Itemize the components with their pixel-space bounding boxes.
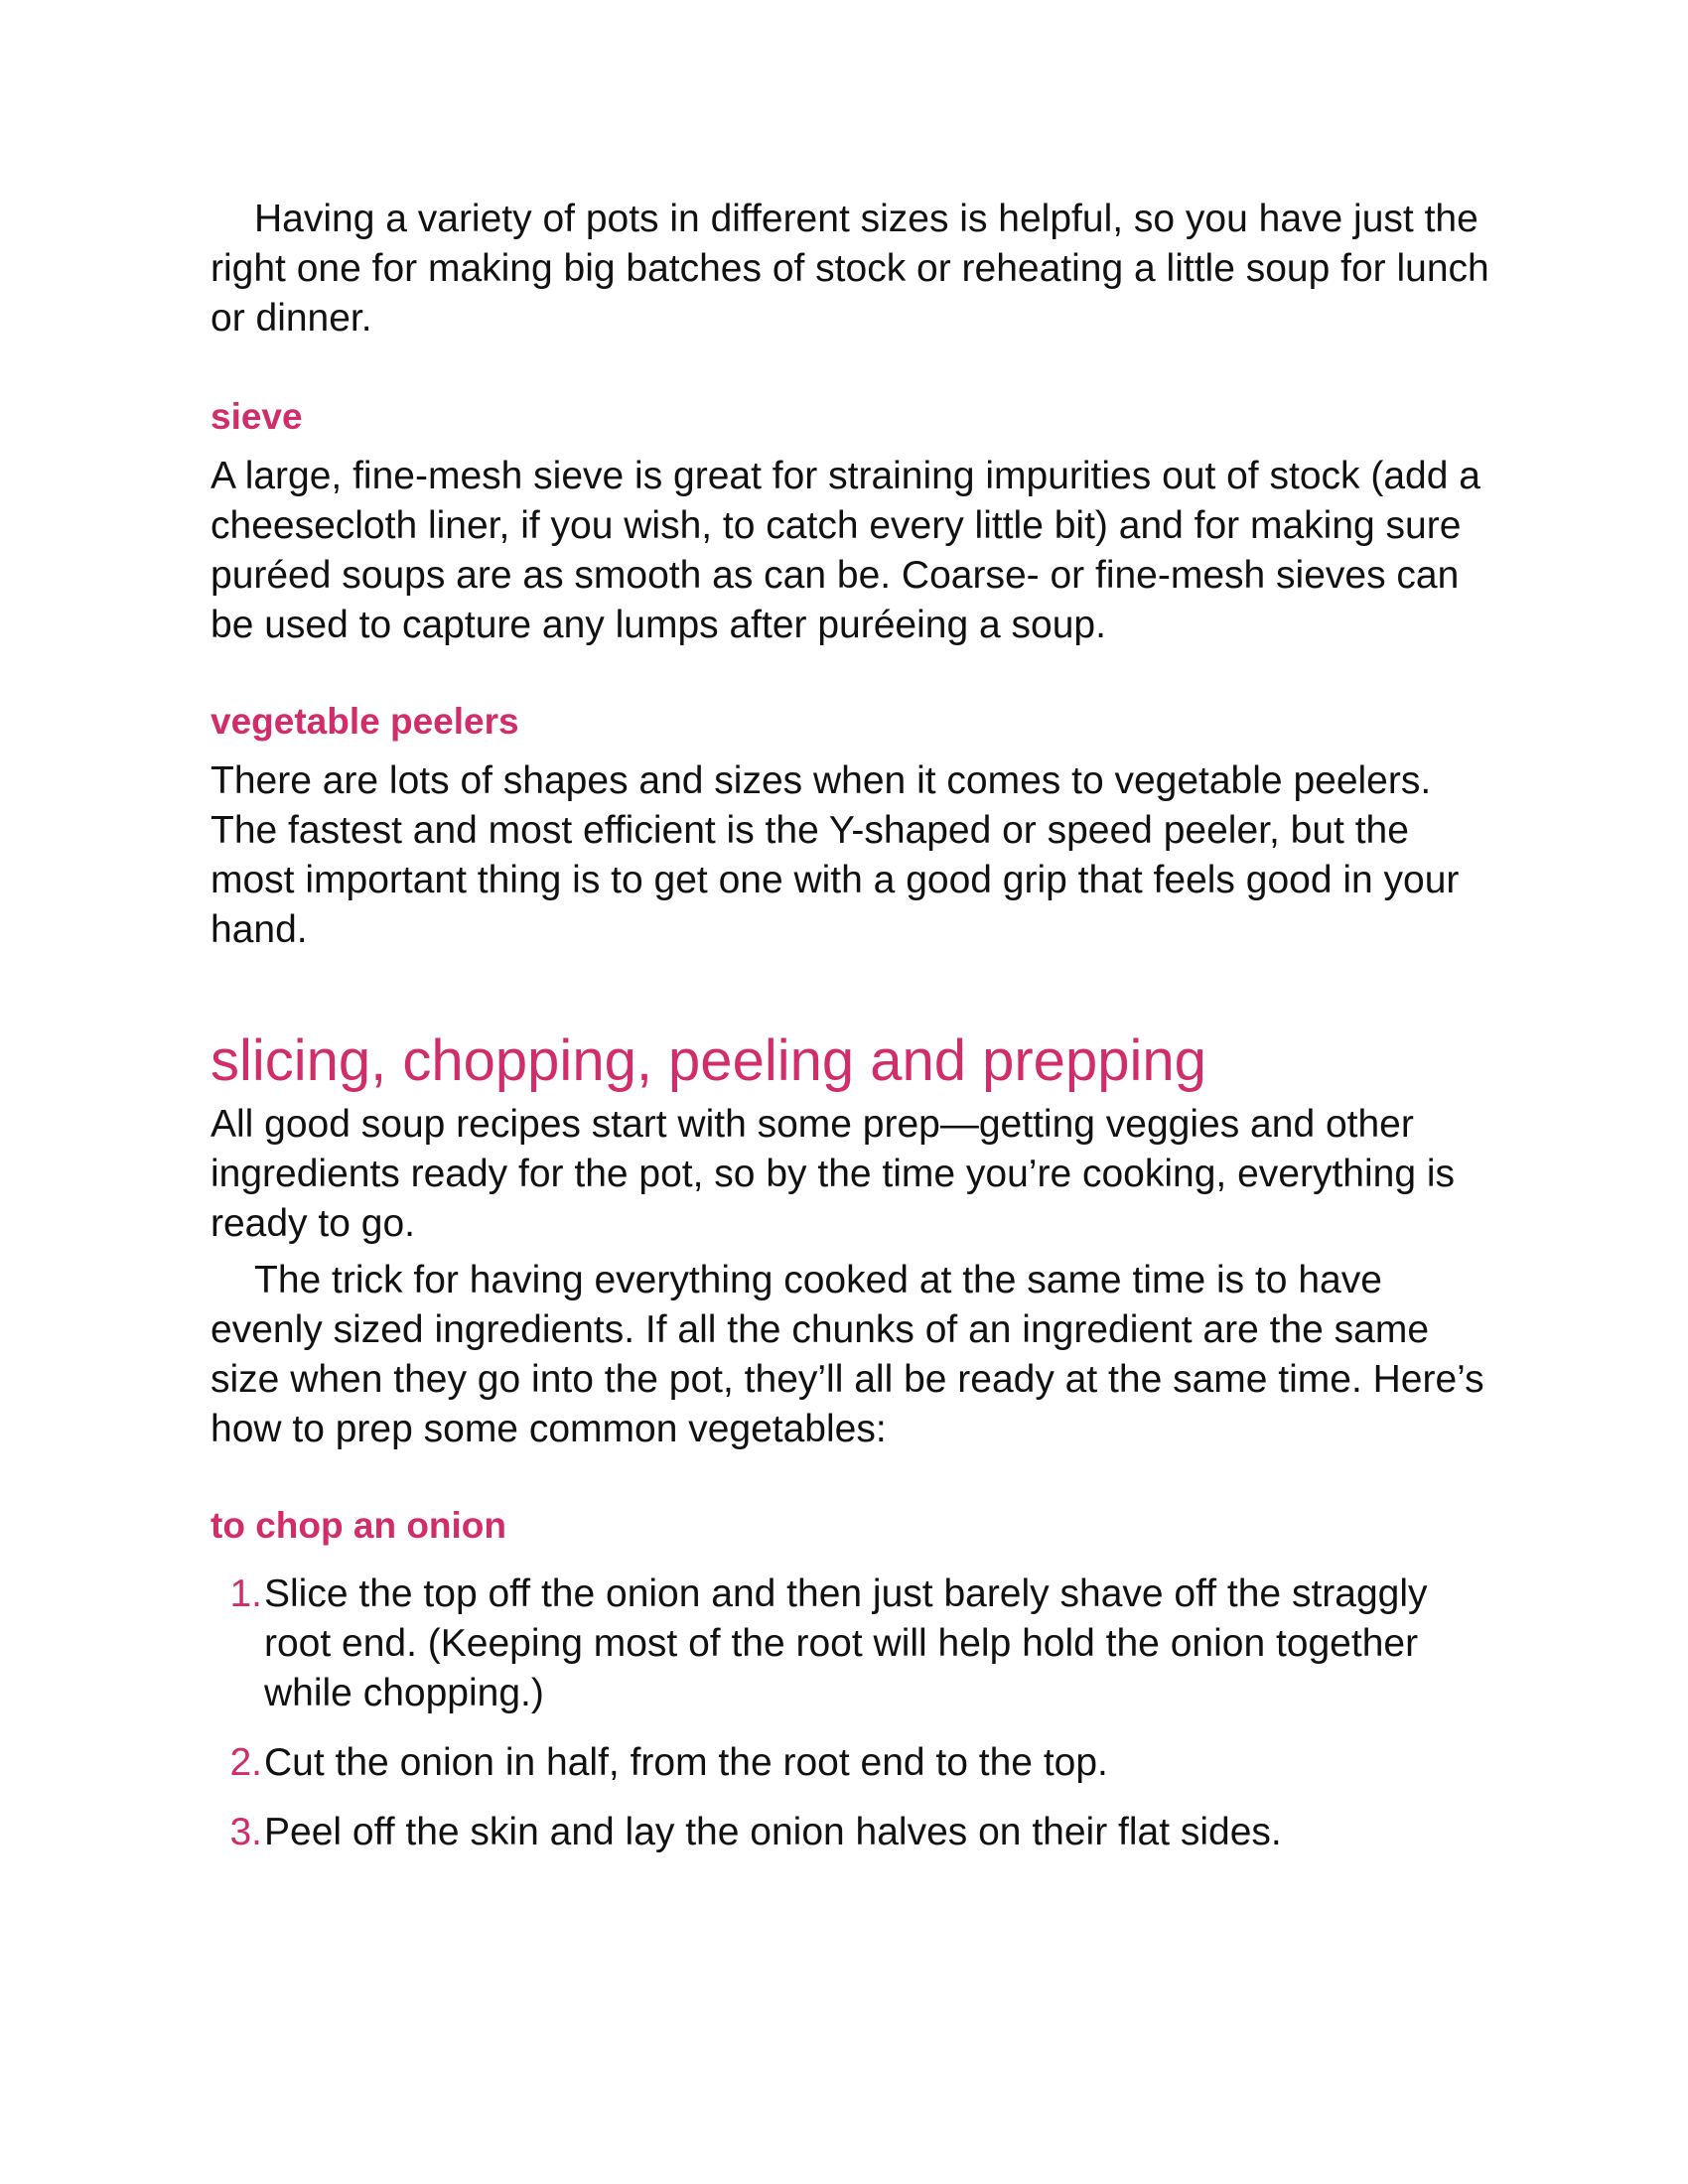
onion-steps-list — [211, 1570, 1501, 1857]
prep-paragraph-1: All good soup recipes start with some prep—getting veggies and other ingredients ready for the pot, so by the time you’re cooking, everything is ready to go. — [211, 1103, 1456, 1245]
step-text: Peel off the skin and lay the onion halves on their flat sides. — [264, 1811, 1282, 1853]
step-number: 1. — [229, 1572, 262, 1615]
chop-onion-heading: to chop an onion — [211, 1505, 507, 1546]
step-text: Cut the onion in half, from the root end to the top. — [264, 1741, 1108, 1784]
sieve-heading: sieve — [211, 396, 303, 437]
sieve-paragraph: A large, fine-mesh sieve is great for straining impurities out of stock (add a cheesecloth liner, if you wish, to catch every little bit) and for making sure puréed soups are as smooth as can be. Coarse- or fine-mesh sieves can be used to capture any lumps after puréeing a soup. — [211, 455, 1480, 646]
step-text: Slice the top off the onion and then just barely shave off the straggly root end. (Keeping most of the root will help hold the onion together while chopping.) — [264, 1572, 1428, 1714]
list-item — [211, 1570, 1501, 1718]
prep-paragraph-2: The trick for having everything cooked at the same time is to have evenly sized ingredients. If all the chunks of an ingredient are the same size when they go into the pot, they’ll all be ready at the same time. Here’s how to prep some common vegetables: — [211, 1259, 1484, 1450]
list-item — [211, 1738, 1501, 1788]
intro-paragraph: Having a variety of pots in different sizes is helpful, so you have just the right one for making big batches of stock or reheating a little soup for lunch or dinner. — [211, 198, 1489, 340]
page-content — [211, 195, 1501, 1877]
step-number: 2. — [229, 1741, 262, 1784]
list-item — [211, 1808, 1501, 1857]
section-title: slicing, chopping, peeling and prepping — [211, 1028, 1206, 1093]
vegetable-peelers-heading: vegetable peelers — [211, 701, 519, 742]
vegetable-peelers-paragraph: There are lots of shapes and sizes when it comes to vegetable peelers. The fastest and most efficient is the Y-shaped or speed peeler, but the most important thing is to get one with a good grip that feels good in your hand. — [211, 759, 1460, 951]
step-number: 3. — [229, 1811, 262, 1853]
